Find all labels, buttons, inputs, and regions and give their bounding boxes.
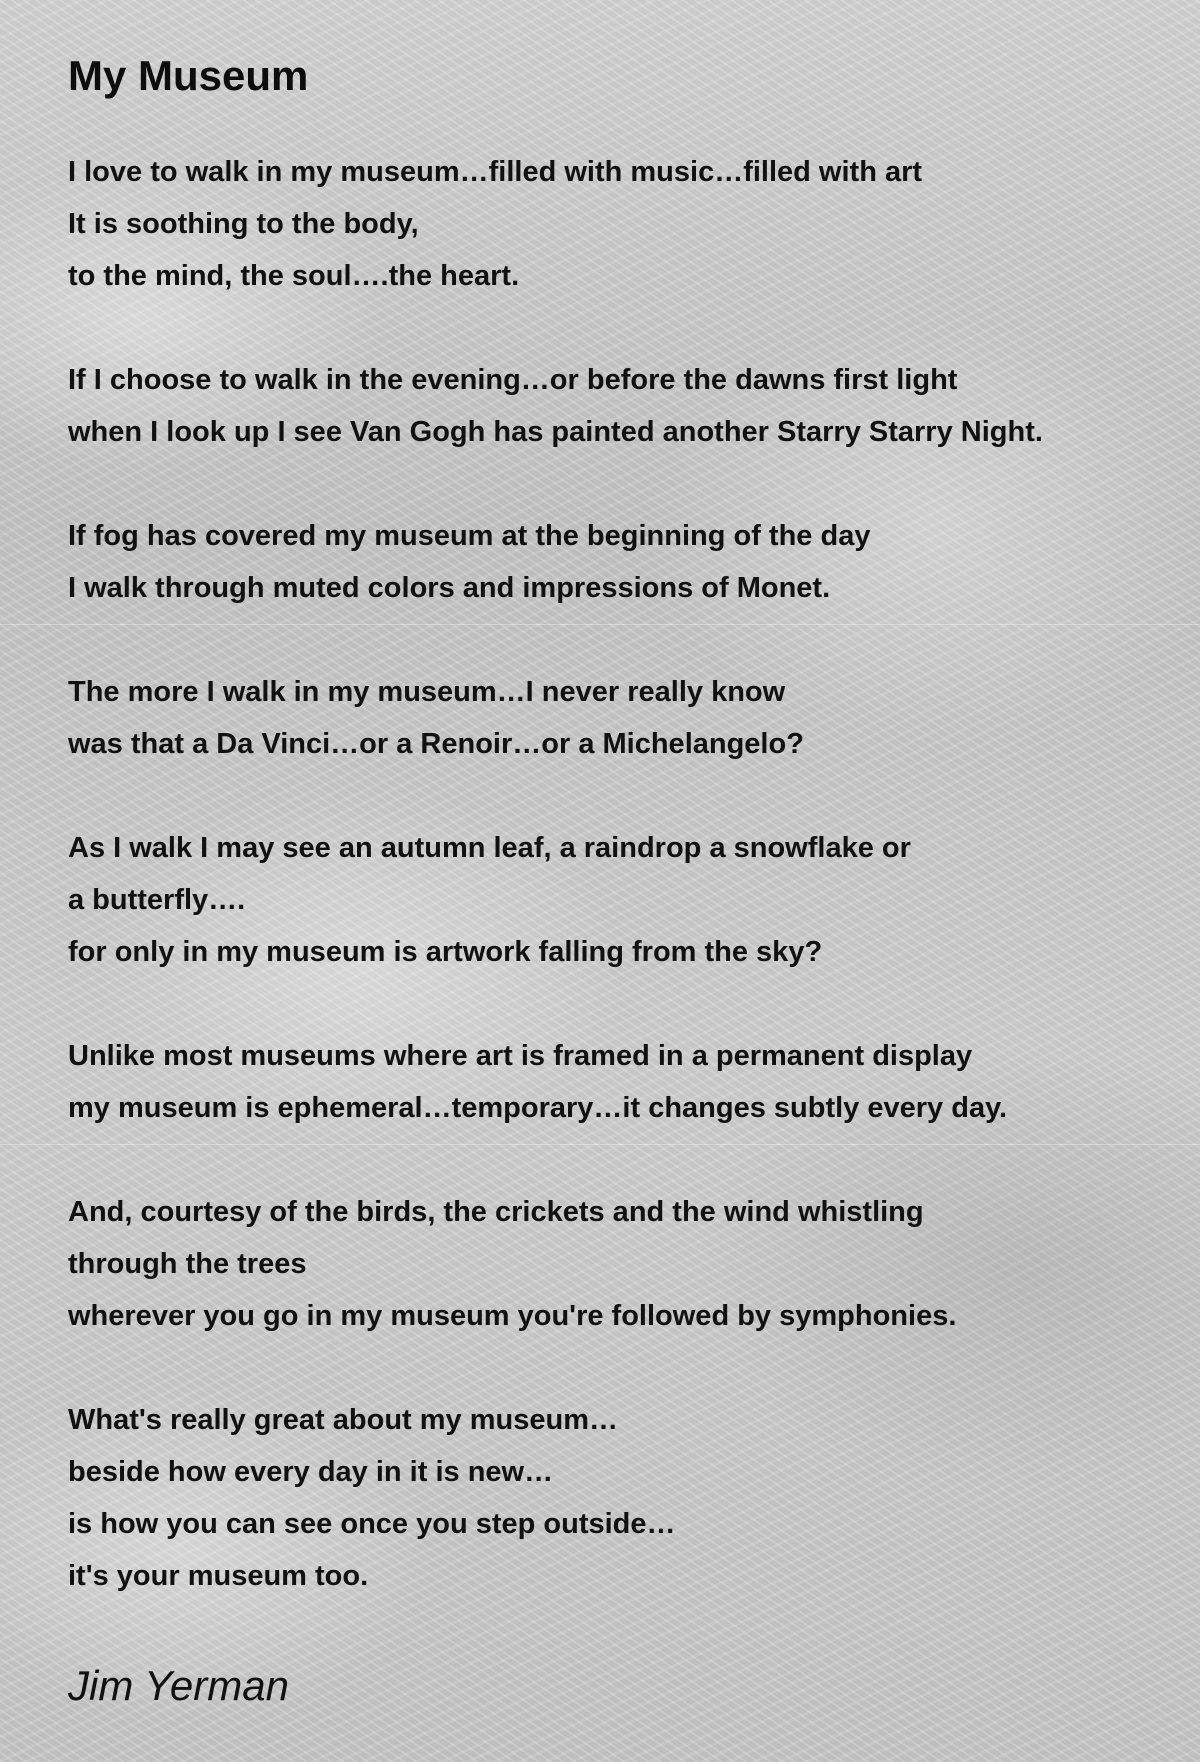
- poem-line: my museum is ephemeral…temporary…it changes subtly every day.: [68, 1092, 1008, 1124]
- poem-line: was that a Da Vinci…or a Renoir…or a Michelangelo?: [68, 728, 804, 760]
- poem-title: My Museum: [68, 52, 309, 99]
- poem-line: through the trees: [68, 1248, 307, 1280]
- poem-line: Unlike most museums where art is framed in a permanent display: [68, 1040, 973, 1072]
- poem-line: is how you can see once you step outside…: [68, 1508, 676, 1540]
- poem-line: The more I walk in my museum…I never really know: [68, 676, 786, 708]
- poem-line: I walk through muted colors and impressions of Monet.: [68, 572, 831, 604]
- poem-line: And, courtesy of the birds, the crickets and the wind whistling: [68, 1196, 924, 1228]
- poem-line: to the mind, the soul….the heart.: [68, 260, 520, 292]
- stanza-7: [68, 1186, 1168, 1342]
- poem-line: wherever you go in my museum you're followed by symphonies.: [68, 1300, 957, 1332]
- stanza-1: [68, 146, 1168, 302]
- poem-line: I love to walk in my museum…filled with music…filled with art: [68, 156, 923, 188]
- poem: [68, 44, 1168, 1654]
- poem-line: What's really great about my museum…: [68, 1404, 618, 1436]
- author-name: Jim Yerman: [68, 1662, 289, 1709]
- stanza-3: [68, 510, 1168, 614]
- poem-line: beside how every day in it is new…: [68, 1456, 554, 1488]
- stanza-8: [68, 1394, 1168, 1602]
- poem-line: If I choose to walk in the evening…or before the dawns first light: [68, 364, 958, 396]
- stanza-2: [68, 354, 1168, 458]
- poem-line: when I look up I see Van Gogh has painted another Starry Starry Night.: [68, 416, 1043, 448]
- poem-line: As I walk I may see an autumn leaf, a raindrop a snowflake or: [68, 832, 911, 864]
- poem-line: for only in my museum is artwork falling from the sky?: [68, 936, 823, 968]
- stanza-6: [68, 1030, 1168, 1134]
- stanza-5: [68, 822, 1168, 978]
- poem-line: It is soothing to the body,: [68, 208, 419, 240]
- poem-line: If fog has covered my museum at the beginning of the day: [68, 520, 871, 552]
- poem-line: it's your museum too.: [68, 1560, 369, 1592]
- stanza-4: [68, 666, 1168, 770]
- poem-line: a butterfly….: [68, 884, 246, 916]
